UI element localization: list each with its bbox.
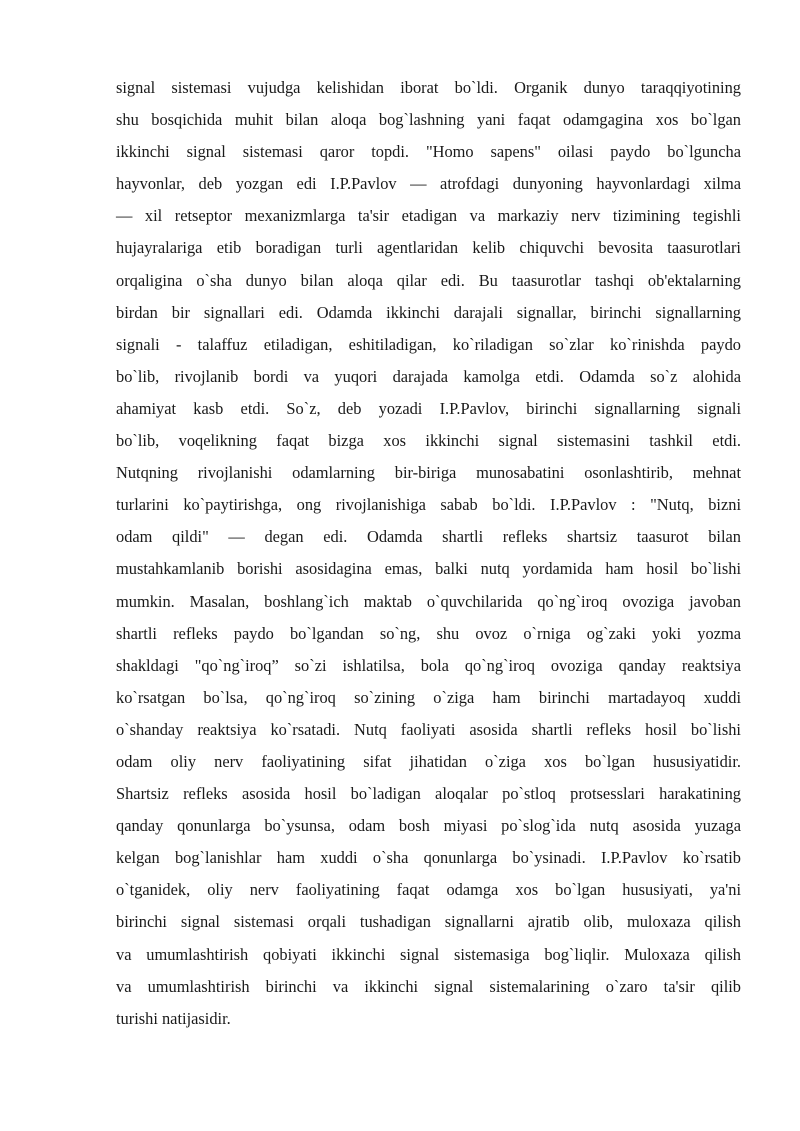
text-line: odam oliy nerv faoliyatining sifat jihatidan o`ziga xos bo`lgan hususiyatidir. xyxy=(116,751,741,771)
text-line: ikkinchi signal sistemasi qaror topdi. "Homo sapens" oilasi paydo bo`lguncha xyxy=(116,142,741,162)
text-line: hayvonlar, deb yozgan edi I.P.Pavlov — atrofdagi dunyoning hayvonlardagi xilma xyxy=(116,174,741,194)
text-line: Nutqning rivojlanishi odamlarning bir-biriga munosabatini osonlashtirib, mehnat xyxy=(116,463,741,483)
text-line: va umumlashtirish birinchi va ikkinchi signal sistemalarining o`zaro ta'sir qilib xyxy=(116,976,741,996)
body-text xyxy=(116,72,741,1035)
text-line: bo`lib, rivojlanib bordi va yuqori darajada kamolga etdi. Odamda so`z alohida xyxy=(116,366,741,386)
text-line: mustahkamlanib borishi asosidagina emas, balki nutq yordamida ham hosil bo`lishi xyxy=(116,559,741,579)
text-line: signali - talaffuz etiladigan, eshitiladigan, ko`riladigan so`zlar ko`rinishda paydo xyxy=(116,334,741,354)
text-line: ko`rsatgan bo`lsa, qo`ng`iroq so`zining o`ziga ham birinchi martadayoq xuddi xyxy=(116,687,741,707)
text-line: ahamiyat kasb etdi. So`z, deb yozadi I.P.Pavlov, birinchi signallarning signali xyxy=(116,398,741,418)
text-line: odam qildi" — degan edi. Odamda shartli refleks shartsiz taasurot bilan xyxy=(116,527,741,547)
text-line: shu bosqichida muhit bilan aloqa bog`lashning yani faqat odamgagina xos bo`lgan xyxy=(116,110,741,130)
text-line: turlarini ko`paytirishga, ong rivojlanishiga sabab bo`ldi. I.P.Pavlov : "Nutq, bizni xyxy=(116,495,741,515)
text-line: bo`lib, voqelikning faqat bizga xos ikkinchi signal sistemasini tashkil etdi. xyxy=(116,431,741,451)
text-line: birinchi signal sistemasi orqali tushadigan signallarni ajratib olib, muloxaza qilish xyxy=(116,912,741,932)
text-line: — xil retseptor mexanizmlarga ta'sir etadigan va markaziy nerv tizimining tegishli xyxy=(116,206,741,226)
text-line: Shartsiz refleks asosida hosil bo`ladigan aloqalar po`stloq protsesslari harakatining xyxy=(116,784,741,804)
text-line: kelgan bog`lanishlar ham xuddi o`sha qonunlarga bo`ysinadi. I.P.Pavlov ko`rsatib xyxy=(116,848,741,868)
text-line: orqaligina o`sha dunyo bilan aloqa qilar edi. Bu taasurotlar tashqi ob'ektalarning xyxy=(116,270,741,290)
text-line: mumkin. Masalan, boshlang`ich maktab o`quvchilarida qo`ng`iroq ovoziga javoban xyxy=(116,591,741,611)
text-line: shartli refleks paydo bo`lgandan so`ng, shu ovoz o`rniga og`zaki yoki yozma xyxy=(116,623,741,643)
text-line: birdan bir signallari edi. Odamda ikkinchi darajali signallar, birinchi signallarning xyxy=(116,302,741,322)
text-line: va umumlashtirish qobiyati ikkinchi signal sistemasiga bog`liqlir. Muloxaza qilish xyxy=(116,944,741,964)
text-line: o`shanday reaktsiya ko`rsatadi. Nutq faoliyati asosida shartli refleks hosil bo`lishi xyxy=(116,719,741,739)
text-line: signal sistemasi vujudga kelishidan iborat bo`ldi. Organik dunyo taraqqiyotining xyxy=(116,78,741,97)
text-line: qanday qonunlarga bo`ysunsa, odam bosh miyasi po`slog`ida nutq asosida yuzaga xyxy=(116,816,741,836)
text-line: shakldagi "qo`ng`iroq” so`zi ishlatilsa, bola qo`ng`iroq ovoziga qanday reaktsiya xyxy=(116,655,741,675)
text-line: o`tganidek, oliy nerv faoliyatining faqat odamga xos bo`lgan hususiyati, ya'ni xyxy=(116,880,741,900)
text-line: hujayralariga etib boradigan turli agentlaridan kelib chiquvchi bevosita taasurotlari xyxy=(116,238,741,258)
text-line: turishi natijasidir. xyxy=(116,1008,231,1028)
